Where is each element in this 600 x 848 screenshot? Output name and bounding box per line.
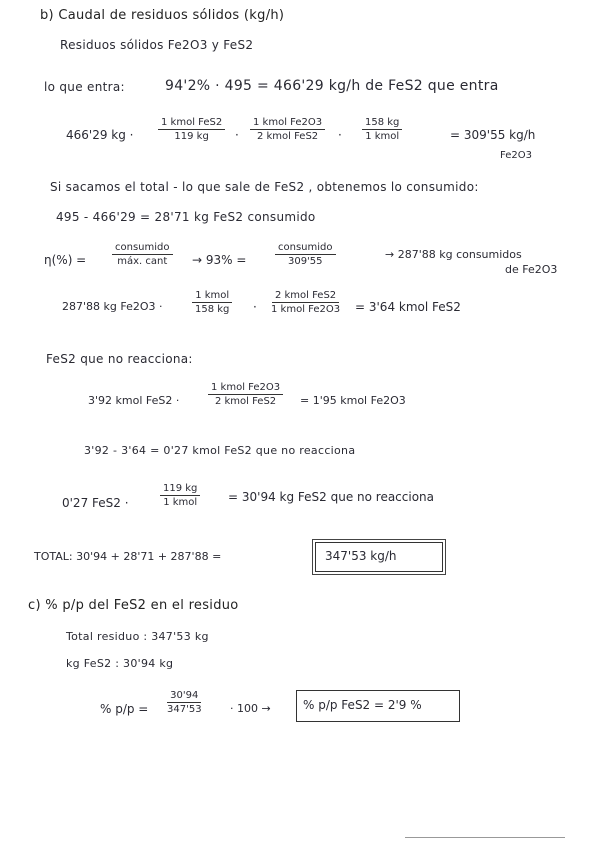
conv3-start: 3'92 kmol FeS2 · (88, 394, 180, 407)
eta-fraction-1 (112, 242, 173, 267)
pct-num: 30'94 (167, 690, 201, 703)
conv3-f1-num: 1 kmol Fe2O3 (208, 382, 283, 395)
conv3-fraction-1 (208, 382, 283, 407)
conv4-fraction-1 (160, 483, 200, 508)
eta-arrow: → 93% = (192, 253, 247, 267)
entry-expression: 94'2% · 495 = 466'29 kg/h de FeS2 que entra (165, 78, 499, 94)
eta-result-2: de Fe2O3 (505, 263, 558, 276)
pct-boxed-value: % p/p FeS2 = 2'9 % (303, 698, 422, 712)
conv4-f1-den: 1 kmol (163, 497, 198, 508)
conv4-result: = 30'94 kg FeS2 que no reacciona (228, 490, 435, 504)
conv2-fraction-2 (268, 290, 343, 315)
conv1-f1-num: 1 kmol FeS2 (158, 117, 225, 130)
conv2-fraction-1 (192, 290, 232, 315)
pct-fraction (164, 690, 205, 715)
eta-num: consumido (112, 242, 173, 255)
kg-fes2-line: kg FeS2 : 30'94 kg (66, 657, 174, 670)
conv2-start: 287'88 kg Fe2O3 · (62, 300, 163, 313)
dot-operator: · (235, 128, 239, 142)
conv1-fraction-3 (362, 117, 402, 142)
conv2-f2-den: 1 kmol Fe2O3 (271, 304, 341, 315)
conv2-f2-num: 2 kmol FeS2 (272, 290, 339, 303)
conv1-result: = 309'55 kg/h (450, 128, 536, 142)
conv3-f1-den: 2 kmol FeS2 (214, 396, 277, 407)
intro-line: Residuos sólidos Fe2O3 y FeS2 (60, 38, 254, 52)
conv1-fraction-1 (158, 117, 225, 142)
conv1-fraction-2 (250, 117, 325, 142)
pct-lead: % p/p = (100, 702, 149, 716)
eta-label: η(%) = (44, 253, 87, 267)
section-b-heading: b) Caudal de residuos sólidos (kg/h) (40, 8, 285, 23)
conv4-start: 0'27 FeS2 · (62, 496, 129, 510)
subtraction-note: Si sacamos el total - lo que sale de FeS2 , obtenemos lo consumido: (50, 180, 479, 194)
conv1-f3-den: 1 kmol (365, 131, 400, 142)
dot-operator: · (253, 300, 257, 314)
eta-fraction-2 (275, 242, 336, 267)
conv1-f2-num: 1 kmol Fe2O3 (250, 117, 325, 130)
conv1-start: 466'29 kg · (66, 128, 134, 142)
conv2-result: = 3'64 kmol FeS2 (355, 300, 461, 314)
conv1-f1-den: 119 kg (174, 131, 209, 142)
pct-tail: · 100 → (230, 702, 271, 715)
total-lead: TOTAL: 30'94 + 28'71 + 287'88 = (34, 550, 222, 563)
eta-den: máx. cant (117, 256, 168, 267)
dot-operator: · (338, 128, 342, 142)
page-bottom-rule (405, 837, 565, 838)
diff-line: 3'92 - 3'64 = 0'27 kmol FeS2 que no reacciona (84, 444, 356, 457)
eta-num2: consumido (275, 242, 336, 255)
total-boxed-value: 347'53 kg/h (325, 549, 397, 563)
consumed-line: 495 - 466'29 = 28'71 kg FeS2 consumido (56, 210, 316, 224)
pct-den: 347'53 (167, 704, 202, 715)
unreacted-title: FeS2 que no reacciona: (46, 352, 193, 366)
section-c-heading: c) % p/p del FeS2 en el residuo (28, 598, 239, 613)
entry-lead: lo que entra: (44, 80, 125, 94)
conv1-f3-num: 158 kg (362, 117, 402, 130)
conv1-result-sub: Fe2O3 (500, 150, 532, 161)
conv1-f2-den: 2 kmol FeS2 (256, 131, 319, 142)
conv2-f1-num: 1 kmol (192, 290, 232, 303)
eta-den2: 309'55 (287, 256, 323, 267)
total-residue-line: Total residuo : 347'53 kg (66, 630, 209, 643)
conv4-f1-num: 119 kg (160, 483, 200, 496)
eta-result: → 287'88 kg consumidos (385, 248, 522, 261)
conv2-f1-den: 158 kg (195, 304, 230, 315)
conv3-result: = 1'95 kmol Fe2O3 (300, 394, 406, 407)
